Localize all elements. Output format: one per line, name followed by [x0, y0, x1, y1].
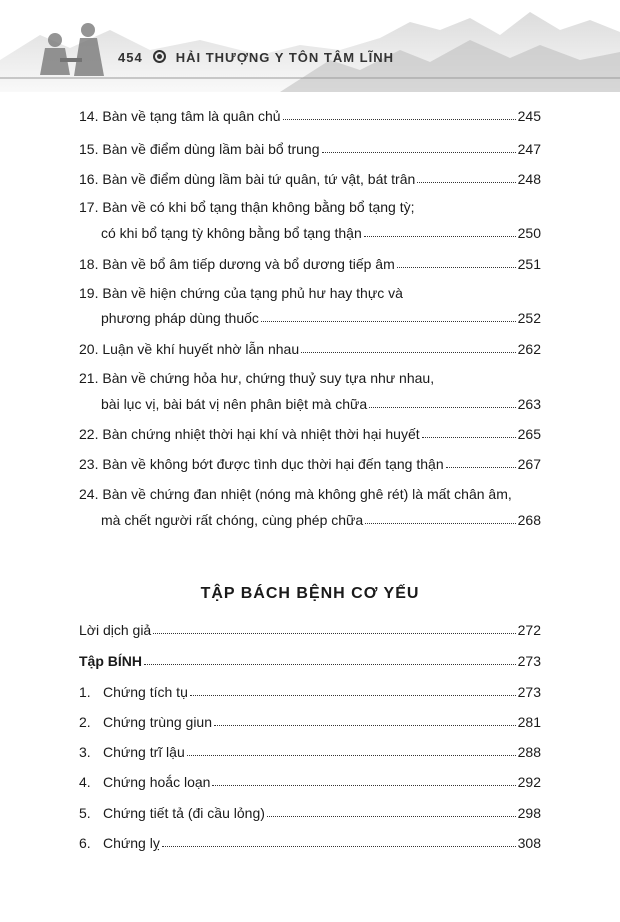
toc-page-number: 265: [517, 426, 541, 442]
toc-entry-label: có khi bổ tạng tỳ không bằng bổ tạng thận: [101, 225, 362, 241]
toc-entry-5[interactable]: [79, 803, 541, 821]
toc-entry-tap-binh[interactable]: [79, 651, 541, 669]
dot-leader: [397, 266, 516, 268]
toc-page-number: 251: [517, 256, 541, 272]
dot-leader: [144, 663, 516, 665]
toc-page-number: 247: [517, 141, 541, 157]
toc-entry-24[interactable]: [101, 510, 541, 528]
dot-leader: [212, 784, 515, 786]
toc-entry-number: 18. Bàn về bổ âm tiếp dương và bổ dương tiếp âm: [79, 256, 395, 272]
header-book-title: HẢI THƯỢNG Y TÔN TÂM LĨNH: [175, 50, 394, 65]
toc-page-number: 292: [517, 774, 541, 790]
toc-entry-label: phương pháp dùng thuốc: [101, 310, 259, 326]
toc-entry-1[interactable]: [79, 682, 541, 700]
header-page-number: 454: [118, 50, 143, 65]
dot-leader: [267, 815, 516, 817]
toc-entry-18[interactable]: [79, 254, 541, 272]
running-header: [118, 50, 394, 65]
dot-leader: [417, 181, 515, 183]
dot-leader: [283, 118, 516, 120]
toc-entry-17-line1[interactable]: 17. Bàn về có khi bổ tạng thận không bằng bổ tạng tỳ;: [79, 199, 415, 215]
toc-entry-translator-note[interactable]: [79, 620, 541, 638]
circle-ornament-icon: [153, 50, 166, 63]
page-header: [0, 0, 620, 92]
toc-entry-19[interactable]: [101, 308, 541, 326]
toc-entry-3[interactable]: [79, 742, 541, 760]
dot-leader: [365, 522, 515, 524]
dot-leader: [214, 724, 516, 726]
toc-entry-16[interactable]: [79, 169, 541, 187]
dot-leader: [422, 436, 516, 438]
mountain-landscape-illustration: [0, 0, 620, 92]
toc-page-number: 245: [517, 108, 541, 124]
toc-entry-label: Lời dịch giả: [79, 622, 152, 638]
toc-page-number: 248: [517, 171, 541, 187]
toc-page-number: 308: [517, 835, 541, 851]
dot-leader: [162, 845, 516, 847]
toc-entry-label: 6. Chứng lỵ: [79, 835, 160, 851]
toc-page-number: 272: [517, 622, 541, 638]
toc-entry-label: Tập BÍNH: [79, 653, 142, 669]
toc-page-number: 281: [517, 714, 541, 730]
toc-entry-20[interactable]: [79, 339, 541, 357]
toc-entry-label: 4. Chứng hoắc loạn: [79, 774, 211, 790]
toc-entry-number: 14. Bàn về tạng tâm là quân chủ: [79, 108, 281, 124]
dot-leader: [369, 406, 515, 408]
dot-leader: [153, 632, 515, 634]
toc-page-number: 250: [517, 225, 541, 241]
toc-page-number: 273: [517, 653, 541, 669]
toc-entry-label: 5. Chứng tiết tả (đi cầu lỏng): [79, 805, 265, 821]
toc-entry-22[interactable]: [79, 424, 541, 442]
toc-entry-4[interactable]: [79, 772, 541, 790]
toc-entry-label: 2. Chứng trùng giun: [79, 714, 212, 730]
toc-entry-number: 15. Bàn về điểm dùng lầm bài bổ trung: [79, 141, 320, 157]
toc-entry-19-line1[interactable]: 19. Bàn về hiện chứng của tạng phủ hư hay thực và: [79, 285, 403, 301]
dot-leader: [261, 320, 516, 322]
toc-page-number: 288: [517, 744, 541, 760]
toc-entry-number: 23. Bàn về không bớt được tình dục thời hại đến tạng thận: [79, 456, 444, 472]
toc-page-number: 262: [517, 341, 541, 357]
toc-page-number: 252: [517, 310, 541, 326]
toc-entry-2[interactable]: [79, 712, 541, 730]
toc-page-number: 267: [517, 456, 541, 472]
toc-entry-15[interactable]: [79, 139, 541, 157]
dot-leader: [322, 151, 516, 153]
dot-leader: [446, 466, 516, 468]
toc-entry-label: mà chết người rất chóng, cùng phép chữa: [101, 512, 364, 528]
toc-entry-21[interactable]: [101, 394, 541, 412]
toc-entry-label: 3. Chứng trĩ lậu: [79, 744, 185, 760]
toc-entry-6[interactable]: [79, 833, 541, 851]
toc-entry-label: 1. Chứng tích tụ: [79, 684, 188, 700]
toc-entry-number: 22. Bàn chứng nhiệt thời hại khí và nhiệt thời hại huyết: [79, 426, 420, 442]
toc-page-number: 273: [517, 684, 541, 700]
dot-leader: [187, 754, 516, 756]
dot-leader: [190, 694, 516, 696]
toc-entry-number: 16. Bàn về điểm dùng lầm bài tứ quân, tứ vật, bát trân: [79, 171, 416, 187]
toc-entry-number: 20. Luận về khí huyết nhờ lẫn nhau: [79, 341, 300, 357]
toc-page-number: 263: [517, 396, 541, 412]
section-title: TẬP BÁCH BỆNH CƠ YẾU: [200, 585, 420, 602]
toc-entry-23[interactable]: [79, 454, 541, 472]
toc-entry-17[interactable]: [101, 223, 541, 241]
toc-entry-24-line1[interactable]: 24. Bàn về chứng đan nhiệt (nóng mà không ghê rét) là mất chân âm,: [79, 486, 512, 502]
toc-entry-14[interactable]: [79, 106, 541, 124]
toc-entry-21-line1[interactable]: 21. Bàn về chứng hỏa hư, chứng thuỷ suy tựa như nhau,: [79, 370, 435, 386]
dot-leader: [301, 351, 516, 353]
toc-page-number: 298: [517, 805, 541, 821]
toc-page-number: 268: [517, 512, 541, 528]
dot-leader: [364, 235, 516, 237]
toc-entry-label: bài lục vị, bài bát vị nên phân biệt mà chữa: [101, 396, 368, 412]
